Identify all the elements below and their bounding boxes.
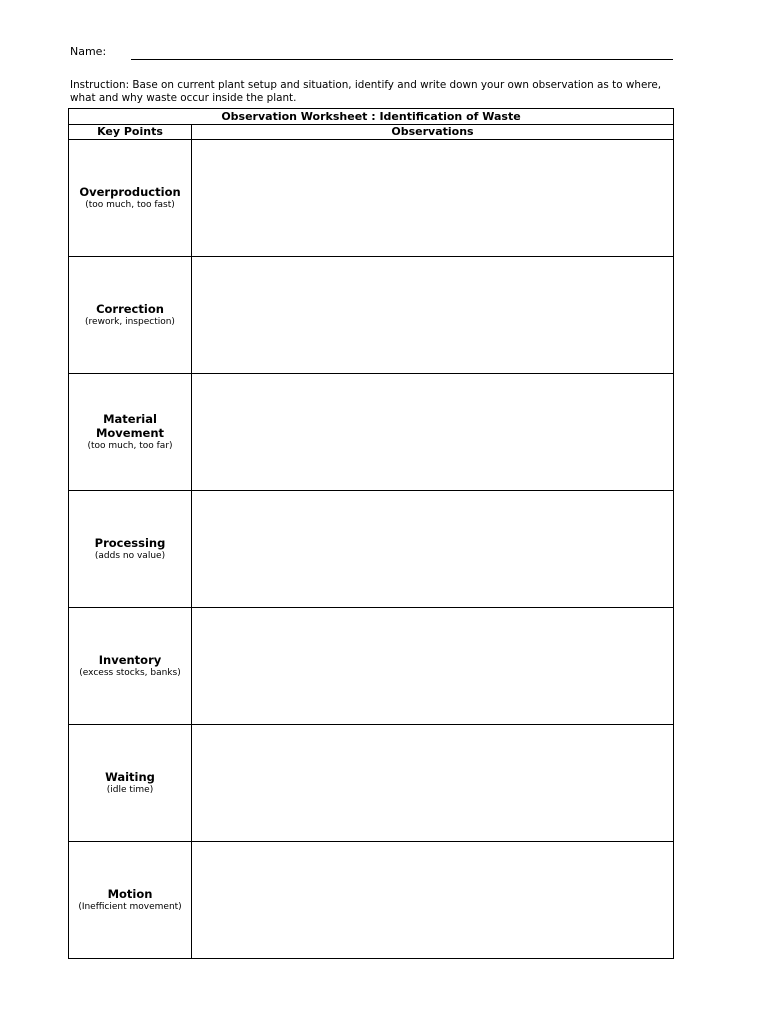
column-header-key-points: Key Points xyxy=(69,125,192,140)
column-header-observations: Observations xyxy=(192,125,674,140)
key-point-label: Correction xyxy=(96,302,164,316)
observation-field[interactable] xyxy=(192,491,674,608)
key-point-cell xyxy=(69,374,192,491)
key-point-label: Inventory xyxy=(98,653,162,667)
table-row xyxy=(69,257,674,374)
name-row xyxy=(70,45,673,61)
key-point-cell xyxy=(69,140,192,257)
table-row xyxy=(69,491,674,608)
key-point-cell xyxy=(69,725,192,842)
key-point-description: (excess stocks, banks) xyxy=(79,668,181,678)
table-row xyxy=(69,374,674,491)
key-point-label: Processing xyxy=(94,536,166,550)
observation-field[interactable] xyxy=(192,140,674,257)
key-point-cell xyxy=(69,491,192,608)
key-point-description: (too much, too fast) xyxy=(85,200,175,210)
key-point-cell xyxy=(69,608,192,725)
key-point-label: Material Movement xyxy=(95,412,165,440)
table-row xyxy=(69,140,674,257)
key-point-label: Overproduction xyxy=(79,185,181,199)
name-label: Name: xyxy=(70,45,107,58)
table-row xyxy=(69,725,674,842)
key-point-description: (idle time) xyxy=(106,785,154,795)
observation-field[interactable] xyxy=(192,374,674,491)
key-point-label: Motion xyxy=(107,887,153,901)
key-point-description: (too much, too far) xyxy=(87,441,173,451)
observation-field[interactable] xyxy=(192,608,674,725)
key-point-description: (rework, inspection) xyxy=(85,317,175,327)
name-input-line[interactable] xyxy=(131,59,673,60)
key-point-label: Waiting xyxy=(105,770,155,784)
table-row xyxy=(69,608,674,725)
key-point-description: (adds no value) xyxy=(94,551,166,561)
worksheet-title: Observation Worksheet : Identification of Waste xyxy=(69,109,674,125)
observation-worksheet-table xyxy=(68,108,674,959)
observation-field[interactable] xyxy=(192,842,674,959)
key-point-cell xyxy=(69,842,192,959)
key-point-description: (Inefficient movement) xyxy=(78,902,182,912)
table-row xyxy=(69,842,674,959)
instruction-text: Instruction: Base on current plant setup and situation, identify and write down your own observation as to where, what and why waste occur inside the plant. xyxy=(70,79,662,104)
observation-field[interactable] xyxy=(192,725,674,842)
observation-field[interactable] xyxy=(192,257,674,374)
key-point-cell xyxy=(69,257,192,374)
